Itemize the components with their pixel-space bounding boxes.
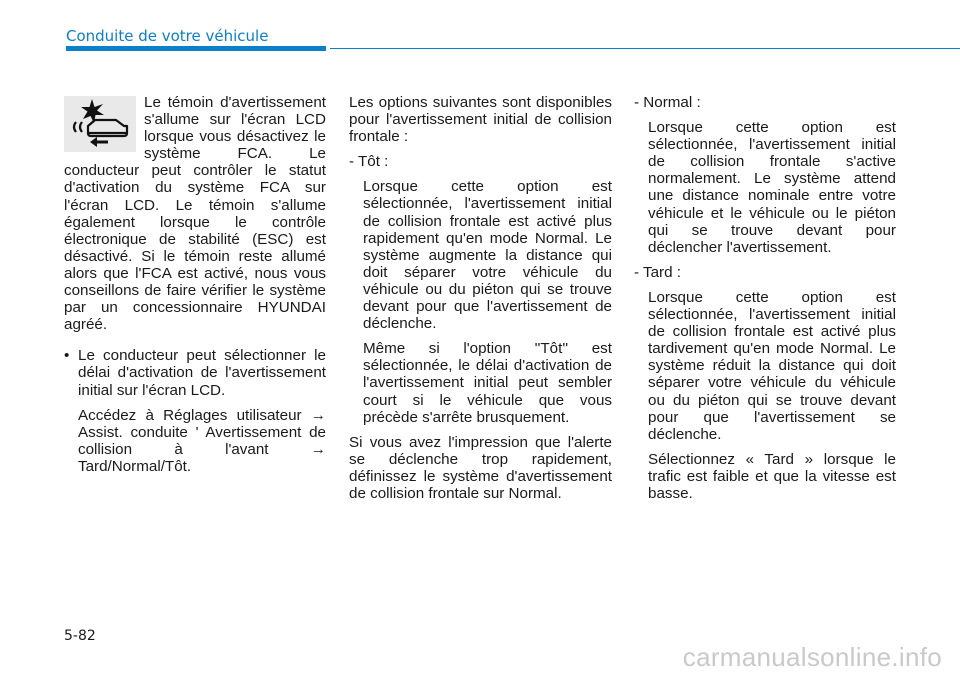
watermark-text: carmanualsonline.info bbox=[682, 642, 942, 672]
bullet-subtext: Accédez à Réglages utilisateur → Assist. conduite ' Avertissement de collision à l'avant → Tard/Normal/Tôt. bbox=[78, 406, 326, 475]
option-late-label: - Tard : bbox=[634, 263, 681, 281]
option-early-label: - Tôt : bbox=[349, 153, 389, 171]
column-right bbox=[634, 94, 896, 502]
option-early-paragraph-1: Lorsque cette option est sélectionnée, l'avertissement initial de collision frontale est activé plus rapidement qu'en mode Normal. Le système augmente la distance qui doit séparer votre véhicule du véhicule ou du piéton qui se trouve devant pour que l'avertissement de déclenche. bbox=[363, 178, 612, 333]
fca-warning-intro: Le témoin d'avertissement s'allume sur l'écran LCD lorsque vous désactivez le système FCA. Le conducteur peut contrôler le statut d'activation du système FCA sur l'écran LCD. Le témoin s'allume également lorsque le contrôle électronique de stabilité (ESC) est désactivé. Si le témoin reste allumé alors que l'FCA est activé, nous vous conseillons de faire vérifier le système par un concessionnaire HYUNDAI agréé. bbox=[64, 94, 326, 334]
option-early-body bbox=[349, 178, 612, 425]
column-middle bbox=[349, 94, 612, 502]
column-left bbox=[64, 94, 326, 475]
option-normal-paragraph: Lorsque cette option est sélectionnée, l'avertissement initial de collision frontale s'active normalement. Le système attend une distance nominale entre votre véhicule et le véhicule ou le piéton qui se trouve devant pour déclencher l'avertissement. bbox=[648, 119, 896, 256]
option-late-body bbox=[634, 289, 896, 502]
bullet-item bbox=[64, 347, 326, 475]
header-rule-thin bbox=[330, 48, 960, 49]
option-late-paragraph-1: Lorsque cette option est sélectionnée, l'avertissement initial de collision frontale est activé plus tardivement qu'en mode Normal. Le système réduit la distance qui doit séparer votre véhicule du véhicule ou du piéton qui se trouve devant pour que l'avertissement se déclenche. bbox=[648, 288, 896, 443]
options-intro: Les options suivantes sont disponibles pour l'avertissement initial de collision frontale : bbox=[349, 94, 612, 146]
fca-off-warning-icon bbox=[64, 96, 136, 152]
bullet-text: Le conducteur peut sélectionner le délai d'activation de l'avertissement initial sur l'écran LCD. bbox=[78, 347, 326, 399]
option-normal-label: - Normal : bbox=[634, 94, 701, 111]
section-header-title: Conduite de votre véhicule bbox=[66, 27, 269, 45]
option-normal-body bbox=[634, 119, 896, 256]
option-early-paragraph-2: Même si l'option ''Tôt'' est sélectionnée, le délai d'activation de l'avertissement initial peut sembler court si le véhicule que vous précède s'arrête brusquement. bbox=[363, 340, 612, 426]
options-outro: Si vous avez l'impression que l'alerte se déclenche trop rapidement, définissez le système d'avertissement de collision frontale sur Normal. bbox=[349, 433, 612, 502]
option-late-paragraph-2: Sélectionnez « Tard » lorsque le trafic est faible et que la vitesse est basse. bbox=[648, 450, 896, 502]
page-number: 5-82 bbox=[64, 628, 96, 644]
header-rule-thick bbox=[66, 46, 326, 51]
bullet-symbol: • bbox=[64, 347, 70, 365]
